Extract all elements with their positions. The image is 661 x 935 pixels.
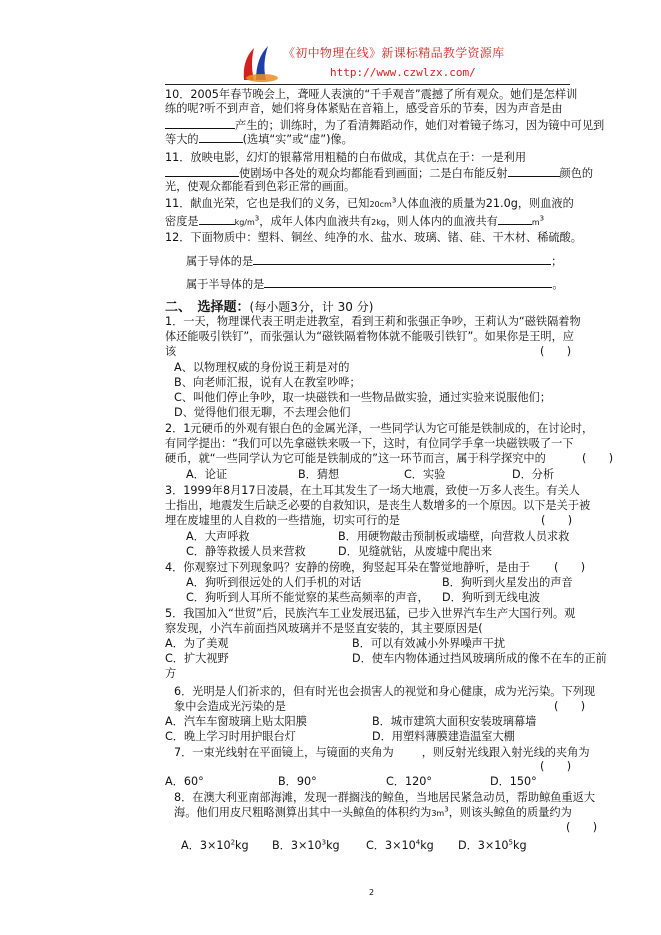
answer-blank[interactable] <box>199 213 235 225</box>
answer-blank[interactable] <box>508 165 560 177</box>
mc1-line-2: 体还能吸引铁钉”，而张强认为“磁铁隔着物体就不能吸引铁钉”。如果你是王明，应 <box>165 330 574 343</box>
header-divider <box>165 84 570 85</box>
mc6-line-2: 象中会造成光污染的是 <box>174 700 286 713</box>
mc4-option-a: A．狗听到很远处的人们手机的对话 <box>186 576 362 589</box>
mc5-option-c: C．扩大视野 <box>165 652 229 665</box>
mc4-line-1: 4．你观察过下列现象吗？安静的傍晚，狗竖起耳朵在警觉地静听，是由于 <box>165 561 531 574</box>
mc3-option-c: C．静等救援人员来营救 <box>186 545 306 558</box>
mc1-option-c: C、叫他们停止争吵，取一块磁铁和一些物品做实验，通过实验来说服他们； <box>174 391 552 404</box>
mc7-line-1: 7．一束光线射在平面镜上，与镜面的夹角为 ，则反射光线跟入射光线的夹角为 <box>174 746 590 759</box>
answer-brackets: ( ) <box>540 760 572 773</box>
mc7-option-c: C．120° <box>386 775 432 788</box>
mc5-option-d-cont: 方 <box>165 667 177 680</box>
mc8-option-c: C．$3\times 10^4kg$ <box>366 838 434 852</box>
mc4-option-c: C．狗听到人耳所不能觉察的某些高频率的声音， <box>186 591 429 604</box>
mc7-option-a: A．60° <box>165 775 204 788</box>
q12-line-1: 12．下面物质中：塑料、铜丝、纯净的水、盐水、玻璃、锗、硅、干木材、稀硫酸。 <box>165 231 582 244</box>
answer-brackets: ( ) <box>554 561 586 574</box>
mc6-option-d: D．用塑料薄膜建造温室大棚 <box>372 730 515 743</box>
mc2-option-b: B．猜想 <box>298 468 340 481</box>
mc2-option-d: D．分析 <box>512 468 555 481</box>
mc3-line-3: 埋在废墟里的人自救的一些措施，切实可行的是 <box>165 514 400 527</box>
q10-line-3: 产生的；训练时，为了看清舞蹈动作，她们对着镜子练习，因为镜中可见到 <box>165 117 604 133</box>
mc2-option-c: C．实验 <box>404 468 446 481</box>
mc8-option-b: B．$3\times 10^3kg$ <box>272 838 340 852</box>
answer-brackets: ( ) <box>541 514 573 527</box>
answer-blank[interactable] <box>498 213 532 225</box>
mc3-line-2: 士指出，地震发生后缺乏必要的自救知识，是丧生人数增多的一个原因。以下是关于被 <box>165 499 591 512</box>
q10-line-1: 10．2005年春节晚会上，聋哑人表演的“千手观音”震撼了所有观众。她们是怎样训 <box>165 88 578 101</box>
answer-brackets: ( ) <box>554 700 586 713</box>
mc5-line-1: 5．我国加入“世贸”后，民族汽车工业发展迅猛，已步入世界汽车生产大国行列。观 <box>165 607 576 620</box>
section-heading: 二、 选择题：(每小题3分，计 30 分) <box>165 300 374 315</box>
answer-brackets: ( ) <box>566 821 598 834</box>
mc7-option-b: B．90° <box>278 775 317 788</box>
mc3-line-1: 3．1999年8月17日凌晨，在土耳其发生了一场大地震，致使一万多人丧生。有关人 <box>165 484 580 497</box>
page-number: 2 <box>369 888 375 897</box>
publisher-logo-icon <box>240 42 278 84</box>
q11b-line-1: 11．献血光荣，它也是我们的义务，已知$20cm^3$人体血液的质量为21.0g，则血液的 <box>165 196 574 210</box>
mc2-line-1: 2．1元硬币的外观有银白色的金属光泽，一些同学认为它可能是铁制成的，在讨论时， <box>165 422 594 435</box>
q11b-line-2: 密度是 $kg/m^3$，成年人体内血液共有2kg，则人体内的血液共有 $m^3$ <box>165 214 545 228</box>
answer-blank[interactable] <box>199 131 243 143</box>
mc6-option-b: B．城市建筑大面积安装玻璃幕墙 <box>372 715 537 728</box>
mc5-line-2: 察发现，小汽车前面挡风玻璃并不是竖直安装的，其主要原因是( <box>165 622 483 635</box>
answer-brackets: ( ) <box>582 452 614 465</box>
mc1-line-1: 1．一天，物理课代表王明走进教室，看到王莉和张强正争吵，王莉认为“磁铁隔着物 <box>165 315 581 328</box>
mc5-option-a: A．为了美观 <box>165 637 229 650</box>
q10-line-2: 练的呢?听不到声音，她们将身体紧贴在音箱上，感受音乐的节奏，因为声音是由 <box>165 102 563 115</box>
answer-blank[interactable] <box>165 165 239 177</box>
q10-line-4: 等大的 (选填“实”或“虚”)像。 <box>165 133 353 146</box>
answer-blank[interactable] <box>264 276 552 288</box>
mc8-option-a: A．$3\times 10^2kg$ <box>181 838 249 852</box>
mc4-option-d: D．狗听到无线电波 <box>442 591 541 604</box>
answer-blank[interactable] <box>165 117 235 129</box>
mc2-option-a: A．论证 <box>186 468 228 481</box>
mc8-line-1: 8．在澳大利亚南部海滩，发现一群搁浅的鲸鱼，当地居民紧急动员，帮助鲸鱼重返大 <box>174 791 596 804</box>
mc5-option-d: D．使车内物体通过挡风玻璃所成的像不在车的正前 <box>352 652 607 665</box>
mc1-line-3: 该 <box>165 345 177 358</box>
mc7-option-d: D．150° <box>490 775 537 788</box>
mc5-option-b: B．可以有效减小外界噪声干扰 <box>352 637 506 650</box>
answer-brackets: ( ) <box>540 345 572 358</box>
mc8-option-d: D．$3\times 10^5kg$ <box>458 838 527 852</box>
header-title: 《初中物理在线》新课标精品教学资源库 <box>283 46 505 60</box>
header-url: http://www.czwlzx.com/ <box>330 66 476 79</box>
mc6-option-a: A．汽车车窗玻璃上贴太阳膜 <box>165 715 307 728</box>
mc6-option-c: C．晚上学习时用护眼台灯 <box>165 730 296 743</box>
q12-conductors: 属于导体的是 ； <box>186 255 563 268</box>
mc8-line-2: 海。他们用皮尺粗略测算出其中一头鲸鱼的体积约为$3m^3$，则该头鲸鱼的质量约为 <box>174 805 572 819</box>
q12-semiconductors: 属于半导体的是 。 <box>186 278 564 291</box>
mc1-option-a: A、以物理权威的身份说王莉是对的 <box>174 361 350 374</box>
mc2-line-2: 有同学提出：“我们可以先拿磁铁来吸一下，这时，有位同学手拿一块磁铁吸了一下 <box>165 437 574 450</box>
mc6-line-1: 6．光明是人们祈求的，但有时光也会损害人的视觉和身心健康，成为光污染。下列现 <box>174 685 596 698</box>
mc3-option-d: D．见缝就钻，从废墟中爬出来 <box>338 545 493 558</box>
mc3-option-a: A．大声呼救 <box>186 530 250 543</box>
mc2-line-3: 硬币，就“一些同学认为它可能是铁制成的”这一环节而言，属于科学探究中的 <box>165 452 546 465</box>
q11-line-1: 11．放映电影，幻灯的银幕常用粗糙的白布做成，其优点在于：一是利用 <box>165 151 527 164</box>
q11-line-2: 使剧场中各处的观众均都能看到画面；二是白布能反射 颜色的 <box>165 165 593 181</box>
mc3-option-b: B．用硬物敲击预制板或墙壁，向营救人员求救 <box>338 530 570 543</box>
mc4-option-b: B．狗听到火星发出的声音 <box>442 576 573 589</box>
mc1-option-b: B、向老师汇报，说有人在教室吵哗； <box>174 376 361 389</box>
answer-blank[interactable] <box>253 253 551 265</box>
mc1-option-d: D、觉得他们很无聊，不去理会他们 <box>174 406 351 419</box>
q11-line-3: 光，使观众都能看到色彩正常的画面。 <box>165 180 356 193</box>
